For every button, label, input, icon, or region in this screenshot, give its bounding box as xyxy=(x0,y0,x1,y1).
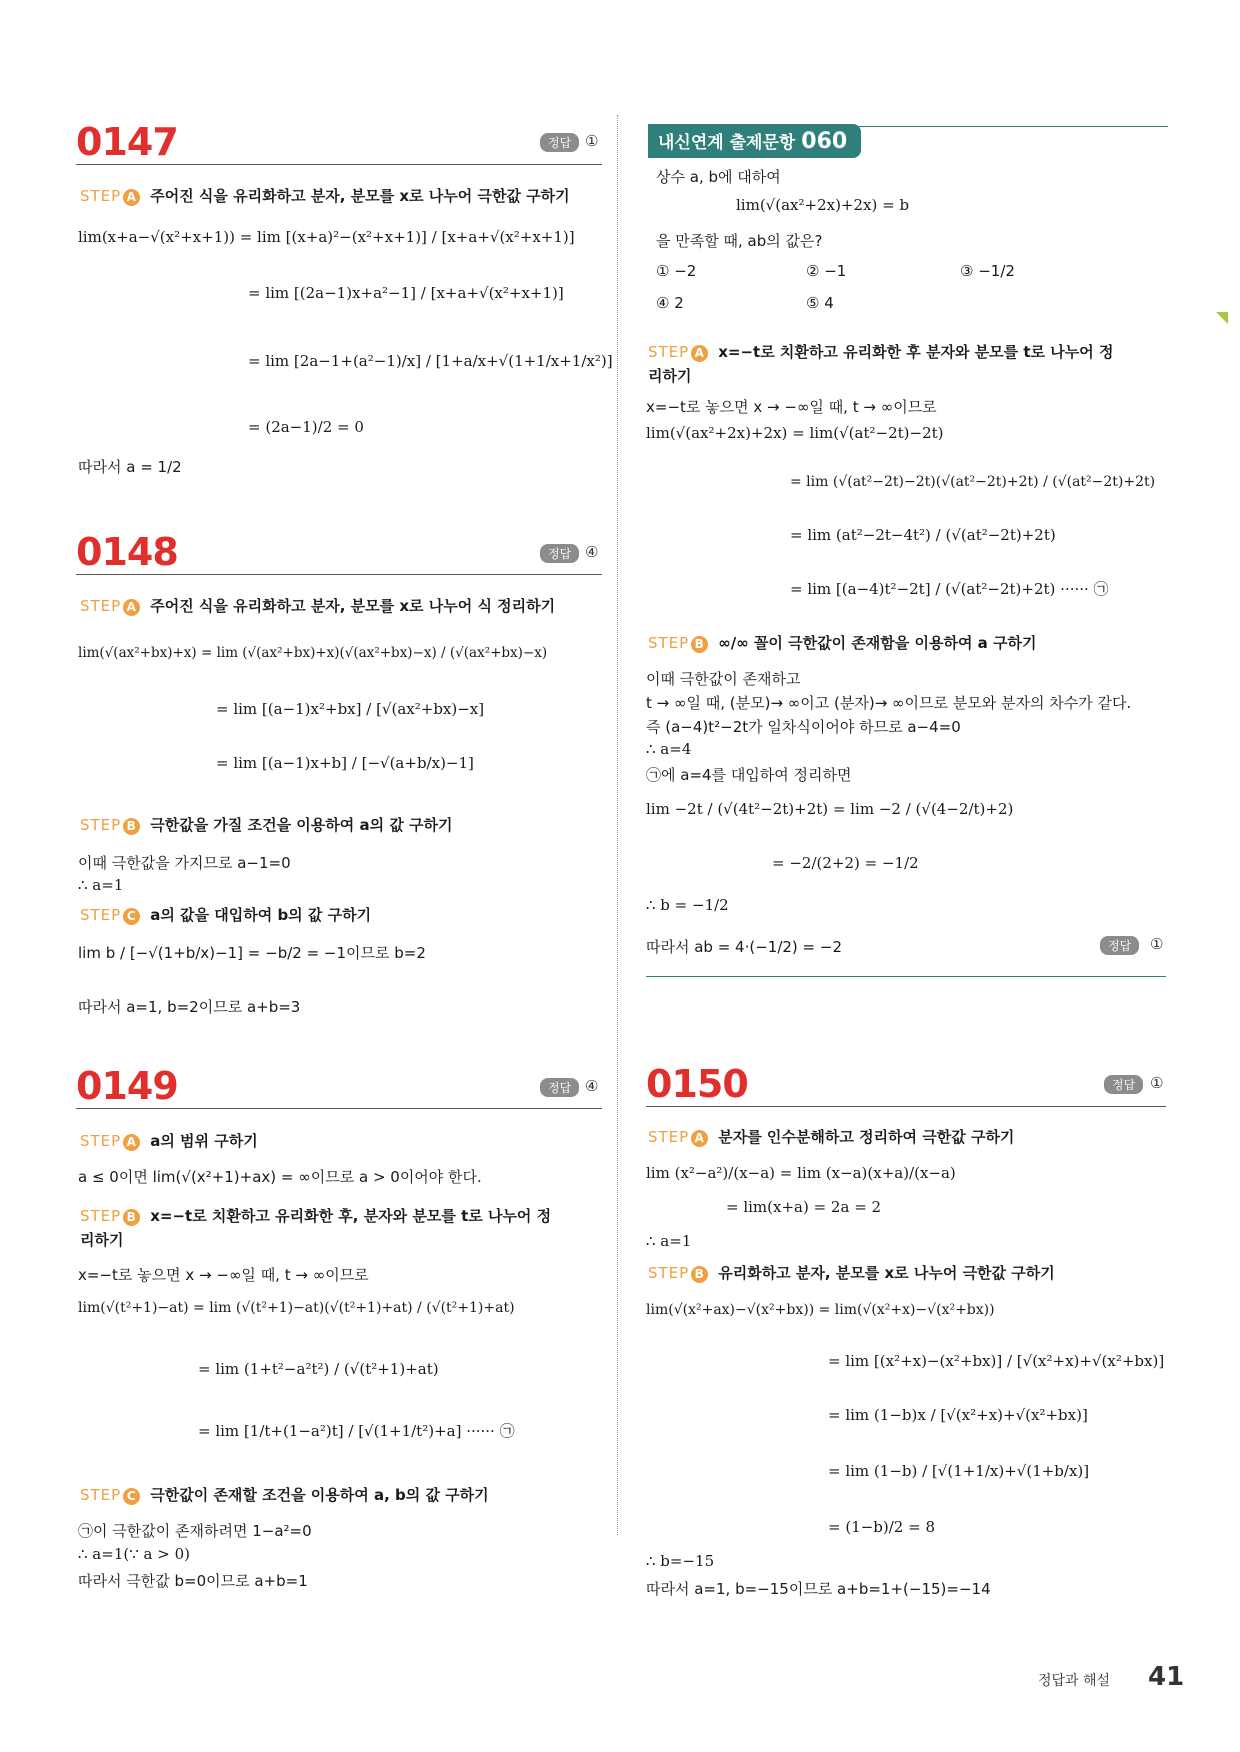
section-rule xyxy=(646,1106,1166,1107)
section-rule xyxy=(76,164,602,165)
math-line: = lim(x+a) = 2a = 2 xyxy=(726,1198,882,1216)
section-rule xyxy=(76,574,602,575)
corner-mark xyxy=(1216,312,1228,324)
column-divider xyxy=(617,115,618,1535)
math-line: = (1−b)/2 = 8 xyxy=(828,1518,935,1536)
answer-badge: 정답 xyxy=(540,1078,579,1097)
conclusion-line: 따라서 a=1, b=2이므로 a+b=3 xyxy=(78,998,301,1016)
math-line: = lim (at²−2t−4t²) / (√(at²−2t)+2t) xyxy=(790,526,1056,544)
problem-number: 0150 xyxy=(646,1062,748,1106)
answer-badge: 정답 xyxy=(1104,1075,1143,1094)
choice-4: ④ 2 xyxy=(656,294,684,312)
choice-3: ③ −1/2 xyxy=(960,262,1015,280)
related-banner: 내신연계 출제문항 060 xyxy=(648,124,861,158)
problem-number: 0148 xyxy=(76,530,178,574)
text-line: 즉 (a−4)t²−2t가 일차식이어야 하므로 a−4=0 xyxy=(646,718,961,736)
answer-value: ① xyxy=(1150,935,1164,953)
text-line: x=−t로 놓으면 x → −∞일 때, t → ∞이므로 xyxy=(78,1266,369,1284)
answer-value: ① xyxy=(585,132,599,150)
step-b-heading: STEP B ∞/∞ 꼴이 극한값이 존재함을 이용하여 a 구하기 xyxy=(648,634,1037,652)
math-line: lim(x+a−√(x²+x+1)) = lim [(x+a)²−(x²+x+1)] / [x+a+√(x²+x+1)] xyxy=(78,228,575,246)
math-line: = lim [2a−1+(a²−1)/x] / [1+a/x+√(1+1/x+1/x²)] xyxy=(248,352,613,370)
step-a-heading: STEP A 분자를 인수분해하고 정리하여 극한값 구하기 xyxy=(648,1128,1015,1146)
box-bottom-rule xyxy=(646,976,1166,977)
math-line: = lim (√(at²−2t)−2t)(√(at²−2t)+2t) / (√(at²−2t)+2t) xyxy=(790,474,1156,490)
text-line: ∴ b=−15 xyxy=(646,1552,715,1570)
step-b-heading: STEP B 극한값을 가질 조건을 이용하여 a의 값 구하기 xyxy=(80,816,453,834)
math-line: lim (x²−a²)/(x−a) = lim (x−a)(x+a)/(x−a) xyxy=(646,1164,956,1182)
text-line: ∴ a=4 xyxy=(646,740,692,758)
answer-badge: 정답 xyxy=(1100,936,1139,955)
math-line: = lim [(a−4)t²−2t] / (√(at²−2t)+2t) ······ ㉠ xyxy=(790,580,1109,598)
math-line: lim(√(x²+ax)−√(x²+bx)) = lim(√(x²+x)−√(x²+bx)) xyxy=(646,1302,995,1318)
text-line: 이때 극한값이 존재하고 xyxy=(646,670,801,688)
math-line: = lim [(x²+x)−(x²+bx)] / [√(x²+x)+√(x²+bx)] xyxy=(828,1352,1165,1370)
step-a-heading: STEP A 주어진 식을 유리화하고 분자, 분모를 x로 나누어 극한값 구하기 xyxy=(80,187,570,205)
text-line: ∴ a=1 xyxy=(646,1232,692,1250)
choice-1: ① −2 xyxy=(656,262,697,280)
math-line: lim(√(ax²+bx)+x) = lim (√(ax²+bx)+x)(√(ax²+bx)−x) / (√(ax²+bx)−x) xyxy=(78,645,548,661)
question-line: 상수 a, b에 대하여 xyxy=(656,168,781,186)
banner-rule xyxy=(648,126,1168,127)
page-number: 41 xyxy=(1148,1662,1185,1692)
problem-number: 0147 xyxy=(76,120,178,164)
choice-5: ⑤ 4 xyxy=(806,294,834,312)
answer-badge: 정답 xyxy=(540,133,579,152)
math-line: = lim [1/t+(1−a²)t] / [√(1+1/t²)+a] ······ ㉠ xyxy=(198,1422,515,1440)
conclusion-line: 따라서 ab = 4·(−1/2) = −2 xyxy=(646,938,842,956)
math-line: = −2/(2+2) = −1/2 xyxy=(772,854,919,872)
step-c-heading: STEP C a의 값을 대입하여 b의 값 구하기 xyxy=(80,906,372,924)
conclusion-line: 따라서 a = 1/2 xyxy=(78,458,182,476)
step-b-heading: STEP B 유리화하고 분자, 분모를 x로 나누어 극한값 구하기 xyxy=(648,1264,1055,1282)
step-a-heading: STEP A 주어진 식을 유리화하고 분자, 분모를 x로 나누어 식 정리하기 xyxy=(80,597,556,615)
question-equation: lim(√(ax²+2x)+2x) = b xyxy=(736,196,910,214)
problem-number: 0149 xyxy=(76,1064,178,1108)
footer-label: 정답과 해설 xyxy=(1038,1673,1111,1689)
text-line: ∴ b = −1/2 xyxy=(646,896,729,914)
math-line: = lim (1−b)x / [√(x²+x)+√(x²+bx)] xyxy=(828,1406,1088,1424)
math-line: lim(√(t²+1)−at) = lim (√(t²+1)−at)(√(t²+1)+at) / (√(t²+1)+at) xyxy=(78,1300,515,1316)
math-line: lim b / [−√(1+b/x)−1] = −b/2 = −1이므로 b=2 xyxy=(78,944,426,962)
step-a-heading: STEP A a의 범위 구하기 xyxy=(80,1132,258,1150)
answer-value: ① xyxy=(1150,1074,1164,1092)
step-b-heading: STEP B x=−t로 치환하고 유리화한 후, 분자와 분모를 t로 나누어 정리하기 xyxy=(80,1207,552,1249)
math-line: lim −2t / (√(4t²−2t)+2t) = lim −2 / (√(4−2/t)+2) xyxy=(646,800,1014,818)
text-line: 이때 극한값을 가지므로 a−1=0 xyxy=(78,854,291,872)
text-line: ∴ a=1 xyxy=(78,876,124,894)
math-line: = lim (1−b) / [√(1+1/x)+√(1+b/x)] xyxy=(828,1462,1090,1480)
conclusion-line: 따라서 극한값 b=0이므로 a+b=1 xyxy=(78,1572,308,1590)
text-line: x=−t로 놓으면 x → −∞일 때, t → ∞이므로 xyxy=(646,398,937,416)
question-line: 을 만족할 때, ab의 값은? xyxy=(656,232,823,250)
step-a-heading: STEP A x=−t로 치환하고 유리화한 후 분자와 분모를 t로 나누어 정리하기 xyxy=(648,343,1114,385)
conclusion-line: 따라서 a=1, b=−15이므로 a+b=1+(−15)=−14 xyxy=(646,1580,991,1598)
text-line: t → ∞일 때, (분모)→ ∞이고 (분자)→ ∞이므로 분모와 분자의 차수가 같다. xyxy=(646,694,1132,712)
choice-2: ② −1 xyxy=(806,262,847,280)
answer-value: ④ xyxy=(585,1077,599,1095)
math-line: = (2a−1)/2 = 0 xyxy=(248,418,364,436)
text-line: a ≤ 0이면 lim(√(x²+1)+ax) = ∞이므로 a > 0이어야 한다. xyxy=(78,1168,482,1186)
math-line: = lim [(a−1)x+b] / [−√(a+b/x)−1] xyxy=(216,754,474,772)
math-line: = lim [(a−1)x²+bx] / [√(ax²+bx)−x] xyxy=(216,700,485,718)
step-c-heading: STEP C 극한값이 존재할 조건을 이용하여 a, b의 값 구하기 xyxy=(80,1486,489,1504)
math-line: = lim (1+t²−a²t²) / (√(t²+1)+at) xyxy=(198,1360,439,1378)
text-line: ∴ a=1(∵ a > 0) xyxy=(78,1545,190,1563)
math-line: = lim [(2a−1)x+a²−1] / [x+a+√(x²+x+1)] xyxy=(248,284,564,302)
section-rule xyxy=(76,1108,602,1109)
text-line: ㉠에 a=4를 대입하여 정리하면 xyxy=(646,766,852,784)
text-line: ㉠이 극한값이 존재하려면 1−a²=0 xyxy=(78,1522,312,1540)
math-line: lim(√(ax²+2x)+2x) = lim(√(at²−2t)−2t) xyxy=(646,424,944,442)
answer-value: ④ xyxy=(585,543,599,561)
answer-badge: 정답 xyxy=(540,544,579,563)
